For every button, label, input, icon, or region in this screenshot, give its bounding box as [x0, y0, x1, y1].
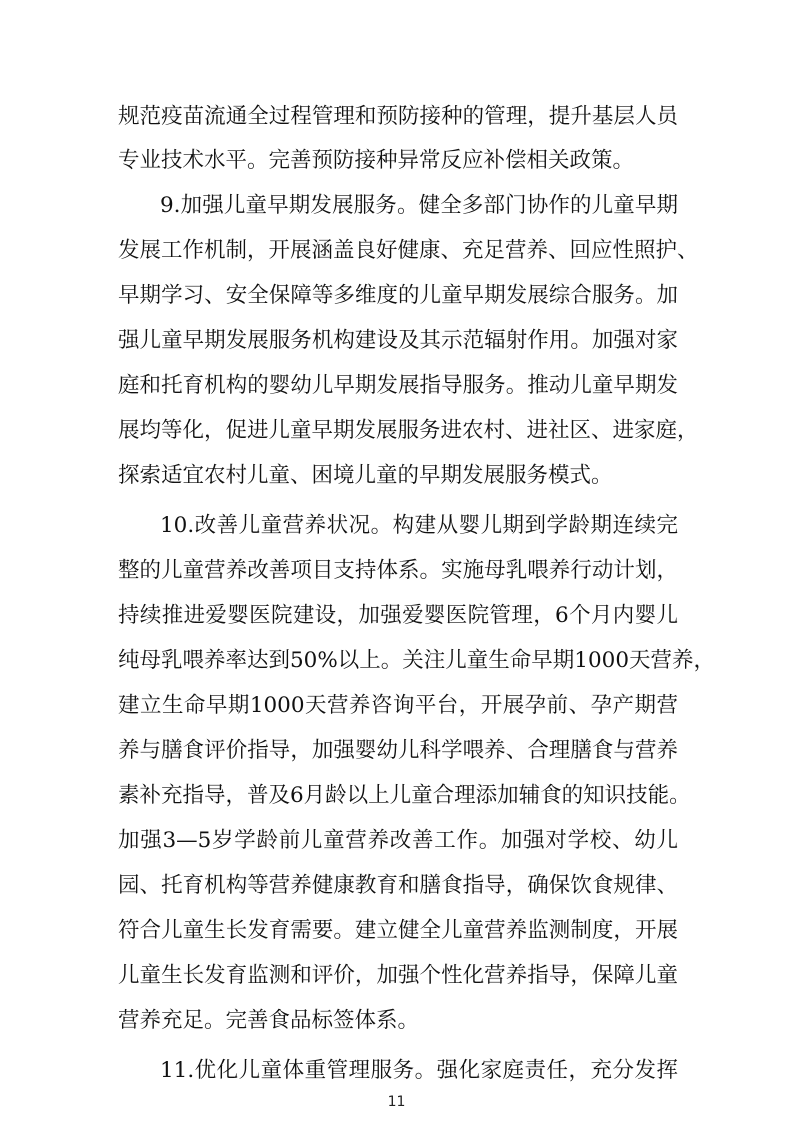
paragraph-line: 整的儿童营养改善项目支持体系。实施母乳喂养行动计划，	[118, 558, 678, 583]
paragraph-line: 建立生命早期1000天营养咨询平台，开展孕前、孕产期营	[118, 693, 678, 718]
paragraph-line: 园、托育机构等营养健康教育和膳食指导，确保饮食规律、	[118, 873, 678, 898]
paragraph-line: 加强3—5岁学龄前儿童营养改善工作。加强对学校、幼儿	[118, 828, 678, 853]
paragraph-line: 规范疫苗流通全过程管理和预防接种的管理，提升基层人员	[118, 104, 678, 129]
paragraph-line: 发展工作机制，开展涵盖良好健康、充足营养、回应性照护、	[118, 238, 699, 263]
paragraph-line: 9.加强儿童早期发展服务。健全多部门协作的儿童早期	[160, 193, 678, 218]
paragraph-line: 强儿童早期发展服务机构建设及其示范辐射作用。加强对家	[118, 328, 678, 353]
paragraph-line: 早期学习、安全保障等多维度的儿童早期发展综合服务。加	[118, 283, 678, 308]
paragraph-line: 展均等化，促进儿童早期发展服务进农村、进社区、进家庭，	[118, 418, 699, 443]
paragraph-line: 探索适宜农村儿童、困境儿童的早期发展服务模式。	[118, 463, 613, 488]
paragraph-line: 素补充指导，普及6月龄以上儿童合理添加辅食的知识技能。	[118, 783, 691, 808]
paragraph-line: 10.改善儿童营养状况。构建从婴儿期到学龄期连续完	[160, 513, 678, 538]
paragraph-line: 专业技术水平。完善预防接种异常反应补偿相关政策。	[118, 148, 635, 173]
paragraph-line: 营养充足。完善食品标签体系。	[118, 1008, 420, 1033]
paragraph-line: 11.优化儿童体重管理服务。强化家庭责任，充分发挥	[160, 1058, 678, 1083]
page-number: 11	[387, 1094, 406, 1110]
paragraph-line: 养与膳食评价指导，加强婴幼儿科学喂养、合理膳食与营养	[118, 738, 678, 763]
paragraph-line: 符合儿童生长发育需要。建立健全儿童营养监测制度，开展	[118, 918, 678, 943]
paragraph-line: 儿童生长发育监测和评价，加强个性化营养指导，保障儿童	[118, 963, 678, 988]
paragraph-line: 纯母乳喂养率达到50%以上。关注儿童生命早期1000天营养，	[118, 648, 716, 673]
paragraph-line: 持续推进爱婴医院建设，加强爱婴医院管理，6个月内婴儿	[118, 603, 678, 628]
paragraph-line: 庭和托育机构的婴幼儿早期发展指导服务。推动儿童早期发	[118, 373, 678, 398]
